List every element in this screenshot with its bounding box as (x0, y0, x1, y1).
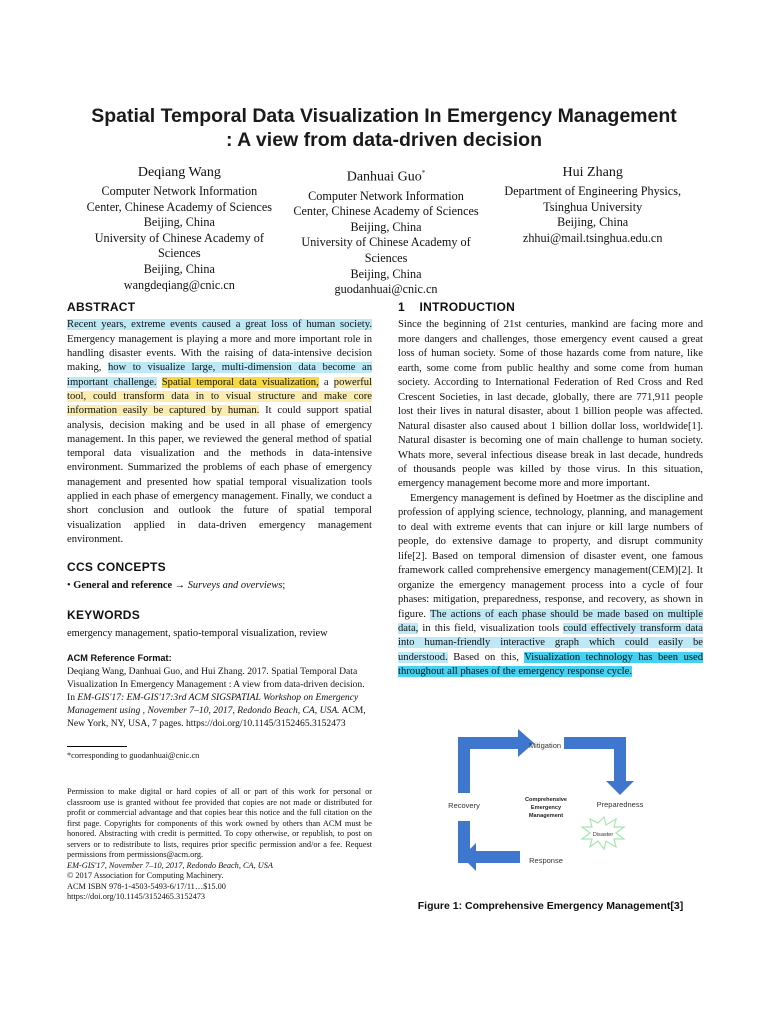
affiliation-line: University of Chinese Academy of (94, 230, 264, 245)
author-name-text: Danhuai Guo (346, 169, 422, 185)
ccs-text (67, 579, 372, 593)
right-column (398, 300, 703, 680)
acm-ref-text (67, 665, 372, 730)
author-name: Deqiang Wang (137, 165, 221, 180)
permission-conf-text: EM-GIS'17, November 7–10, 2017, Redondo Beach, CA, USA (67, 860, 273, 870)
label-center-1: Comprehensive (525, 797, 567, 803)
intro-span: in this field, visualization tools (418, 622, 564, 634)
highlight-yellow-light: powerful tool, could transform data in to visual structure and make core information easily be captured by human. (67, 376, 373, 417)
permission-copyright: © 2017 Association for Computing Machinery. (67, 871, 224, 881)
figure-1 (440, 725, 662, 885)
cem-cycle-diagram (440, 725, 662, 885)
title-line-1: Spatial Temporal Data Visualization In Emergency Management (91, 105, 677, 127)
abstract-span (157, 377, 162, 388)
affiliation-line: Department of Engineering Physics, (504, 184, 682, 198)
section-number: 1 (398, 300, 405, 314)
highlight-cyan: could effectively transform data into human-friendly interactive graph which could easily be understood. (398, 622, 703, 663)
acm-ref-venue: EM-GIS'17: EM-GIS'17:3rd ACM SIGSPATIAL Workshop on Emergency Management using , November 7–10, 2017, Redondo Beach, CA, USA. (67, 692, 359, 717)
keywords-text: emergency management, spatio-temporal visualization, review (67, 627, 328, 639)
author-block (76, 163, 696, 298)
affiliation-line: Sciences (158, 246, 201, 261)
ccs-bold: General and reference (73, 579, 173, 591)
author-name (283, 163, 490, 188)
affiliation-line: Beijing, China (350, 219, 422, 234)
affiliation-line: Center, Chinese Academy of Sciences (86, 199, 272, 214)
author-name: Hui Zhang (562, 165, 623, 180)
highlight-yellow: Spatial temporal data visualization, (161, 376, 319, 388)
intro-span: Based on this, (447, 651, 525, 663)
ccs-bullet: • (67, 579, 74, 591)
affiliation-line: Beijing, China (557, 215, 629, 230)
highlight-cyan-strong: Visualization technology has been used throughout all phases of the emergency response cycle. (398, 651, 703, 678)
highlight-cyan: Recent years, extreme events caused a great loss of human society. (67, 319, 372, 331)
affiliation-line: Beijing, China (143, 261, 215, 276)
abstract-span: Emergency management is playing a more and more important role in handling disaster events. With the raising of data-intensive decision making, (67, 333, 372, 374)
arrow-response-to-recovery (462, 843, 520, 871)
label-recovery: Recovery (448, 801, 480, 810)
permission-doi: https://doi.org/10.1145/3152465.3152473 (67, 892, 206, 902)
author-1 (76, 163, 283, 298)
intro-span: Emergency management is defined by Hoetmer as the discipline and profession of applying science, technology, planning, and management to deal with extreme events that can injure or kill large numbers of people, do extensive damage to property, and disrupt community life[2]. Based on temporal dimension of disaster event, one famous framework called comprehensive emergency management(CEM)[2]. It organize the emergency management process into a cycle of four phases: mitigation, preparedness, response, and recovery, as shown in figure. (398, 492, 703, 620)
label-center-2: Emergency (530, 805, 562, 811)
author-email: zhhui@mail.tsinghua.edu.cn (522, 230, 663, 245)
acm-ref-heading: ACM Reference Format: (67, 653, 172, 664)
author-email: wangdeqiang@cnic.cn (123, 277, 235, 292)
abstract-heading: ABSTRACT (67, 300, 136, 314)
footnote: *corresponding to guodanhuai@cnic.cn (67, 751, 200, 761)
label-disaster: Disaster (592, 832, 614, 838)
highlight-cyan: how to visualize large, multi-dimension data become an important challenge. (67, 362, 372, 388)
highlight-cyan: The actions of each phase should be made based on multiple data, (398, 608, 703, 634)
keywords-heading: KEYWORDS (67, 608, 141, 623)
arrow-recovery-up (458, 821, 470, 863)
label-response: Response (529, 856, 563, 865)
permission-block (67, 787, 372, 903)
intro-paragraph-2 (398, 492, 703, 680)
label-center-3: Management (528, 813, 564, 819)
abstract-span: It could support spatial analysis, decision making and be used in all phase of emergency management. In this paper, we reviewed the general method of spatial temporal data visualization and the methods in data-intensive environment. Summarized the problems of each phase of emergency management and presented how spatial temporal visualization tools applied in each phase of emergency management. Finally, we conduct a short conclusion and outlook the future of spatial temporal visualization applied in data-driven emergency management environment. (67, 405, 372, 545)
arrow-recovery-to-mitigation (458, 729, 534, 793)
acm-ref-span: Deqiang Wang, Danhuai Guo, and Hui Zhang. 2017. Spatial Temporal Data Visualization In Emergency Management : A view from data-driven decision. In (67, 666, 365, 704)
left-column (67, 300, 372, 903)
affiliation-line: Beijing, China (350, 266, 422, 281)
ccs-italic: Surveys and overviews (187, 579, 283, 591)
author-2 (283, 163, 490, 298)
affiliation-line: University of Chinese Academy of (301, 235, 471, 250)
affiliation-line: Sciences (364, 251, 408, 266)
author-3 (489, 163, 696, 298)
permission-conf (67, 861, 372, 872)
intro-heading (398, 300, 703, 314)
author-email: guodanhuai@cnic.cn (334, 282, 438, 297)
figure-caption: Figure 1: Comprehensive Emergency Management[3] (417, 900, 684, 912)
affiliation-line: Computer Network Information (308, 188, 464, 203)
abstract-span: a (318, 376, 334, 388)
permission-text: Permission to make digital or hard copies of all or part of this work for personal or classroom use is granted without fee provided that copies are not made or distributed for profit or commercial advantage and that copies bear this notice and the full citation on the first page. Copyrights for components of this work owned by others than ACM must be honored. Abstracting with credit is permitted. To copy otherwise, or republish, to post on servers or to redistribute to lists, requires prior specific permission and/or a fee. Request permissions from permissions@acm.org. (67, 787, 372, 860)
affiliation-line: Tsinghua University (543, 199, 643, 214)
arrow-mitigation-to-preparedness (564, 737, 634, 795)
label-preparedness: Preparedness (596, 800, 644, 809)
affiliation-line: Center, Chinese Academy of Sciences (293, 204, 479, 219)
footnote-rule (67, 746, 127, 747)
abstract-text (67, 318, 372, 547)
affiliation-line: Beijing, China (143, 215, 215, 230)
acm-ref-span: ACM, New York, NY, USA, 7 pages. https://doi.org/10.1145/3152465.3152473 (67, 705, 366, 730)
ccs-end: ; (282, 579, 286, 591)
corresponding-mark: * (421, 169, 426, 177)
intro-paragraph-1: Since the beginning of 21st centuries, mankind are facing more and more dangers and challenges, those emergency event caused a great loss of human society. Some of those hazards come from nature, like earth, some come from public healthy and some come from human society. According to International Federation of Red Cross and Red Crescent Societies, in last decade, globally, there are 771,911 people lost their lives in natural disaster, about 1 billion people was affected. Natural disaster also caused about 1 billion dollar loss, worldwide[1]. Natural disaster is becoming one of main challenge to human society. Whats more, several infectious disease break in last decade, hundreds of thousands people was killed by those virus. In this situation, emergency management become more and more important. (398, 319, 703, 490)
label-mitigation: Mitigation (528, 741, 562, 750)
paper-title (40, 104, 728, 152)
permission-isbn: ACM ISBN 978-1-4503-5493-6/17/11…$15.00 (67, 881, 226, 891)
section-title: INTRODUCTION (419, 300, 516, 314)
ccs-arrow: → (172, 579, 188, 591)
affiliation-line: Computer Network Information (101, 184, 258, 198)
ccs-heading: CCS CONCEPTS (67, 560, 166, 575)
title-line-2: : A view from data-driven decision (225, 129, 543, 151)
